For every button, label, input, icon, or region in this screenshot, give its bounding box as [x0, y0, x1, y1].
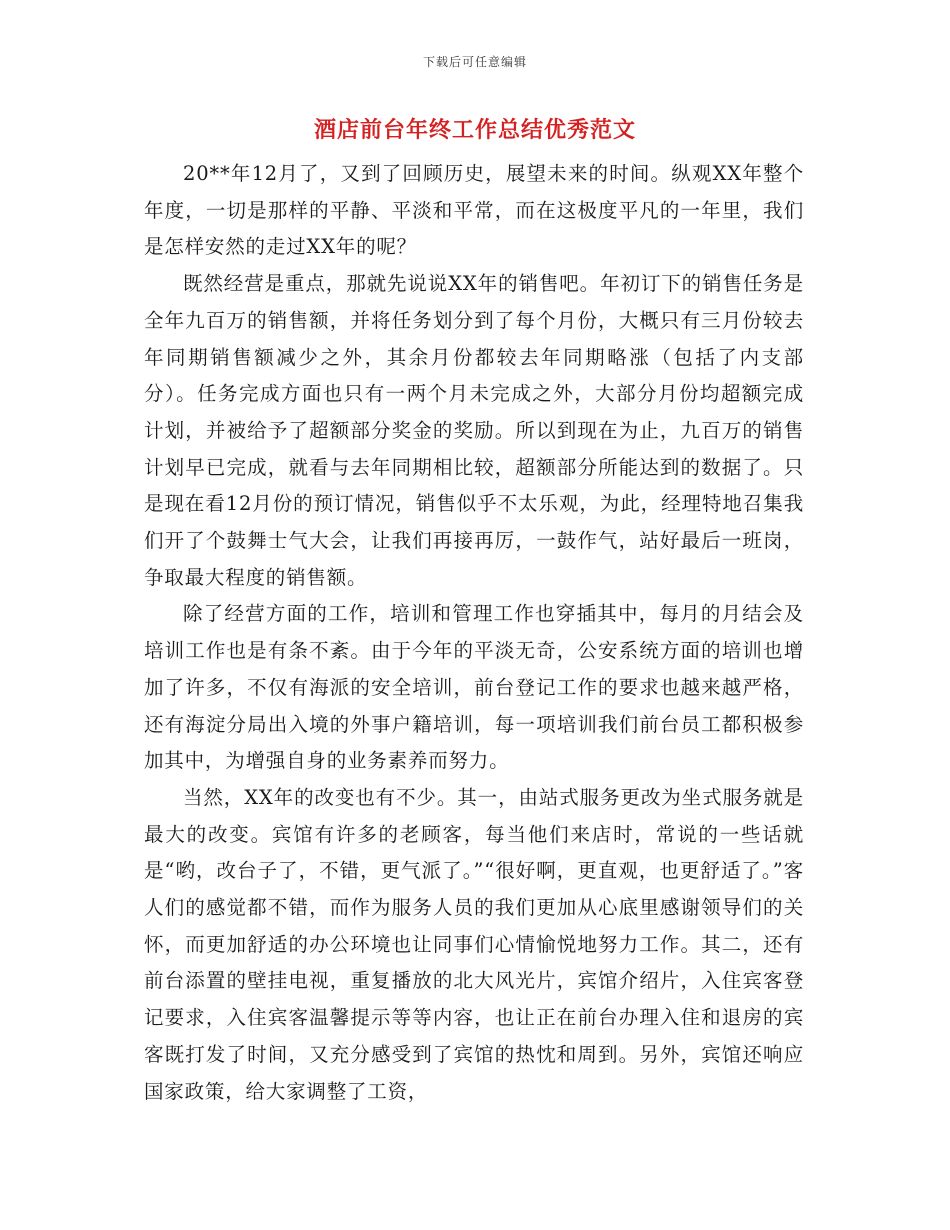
paragraph-4: 当然，XX年的改变也有不少。其一，由站式服务更改为坐式服务就是最大的改变。宾馆有许多的老顾客，每当他们来店时，常说的一些话就是“哟，改台子了，不错，更气派了。”“很好啊，更直观，也更舒适了。”客人们的感觉都不错，而作为服务人员的我们更加从心底里感谢领导们的关怀，而更加舒适的办公环境也让同事们心情愉悦地努力工作。其二，还有前台添置的壁挂电视，重复播放的北大风光片，宾馆介绍片，入住宾客登记要求，入住宾客温馨提示等等内容，也让正在前台办理入住和退房的宾客既打发了时间，又充分感受到了宾馆的热忱和周到。另外，宾馆还响应国家政策，给大家调整了工资，	[144, 785, 804, 1103]
paragraph-1: 20**年12月了，又到了回顾历史，展望未来的时间。纵观XX年整个年度，一切是那样的平静、平淡和平常，而在这极度平凡的一年里，我们是怎样安然的走过XX年的呢？	[144, 162, 804, 259]
header-note: 下载后可任意编辑	[422, 55, 527, 69]
paragraph-2: 既然经营是重点，那就先说说XX年的销售吧。年初订下的销售任务是全年九百万的销售额，并将任务划分到了每个月份，大概只有三月份较去年同期销售额减少之外，其余月份都较去年同期略涨（包括了内支部分）。任务完成方面也只有一两个月未完成之外，大部分月份均超额完成计划，并被给予了超额部分奖金的奖励。所以到现在为止，九百万的销售计划早已完成，就看与去年同期相比较，超额部分所能达到的数据了。只是现在看12月份的预订情况，销售似乎不太乐观，为此，经理特地召集我们开了个鼓舞士气大会，让我们再接再厉，一鼓作气，站好最后一班岗，争取最大程度的销售额。	[144, 272, 804, 589]
document-body	[144, 156, 804, 1110]
document-title: 酒店前台年终工作总结优秀范文	[313, 117, 636, 143]
paragraph-3: 除了经营方面的工作，培训和管理工作也穿插其中，每月的月结会及培训工作也是有条不紊。由于今年的平淡无奇，公安系统方面的培训也增加了许多，不仅有海派的安全培训，前台登记工作的要求也越来越严格，还有海淀分局出入境的外事户籍培训，每一项培训我们前台员工都积极参加其中，为增强自身的业务素养而努力。	[144, 602, 804, 773]
